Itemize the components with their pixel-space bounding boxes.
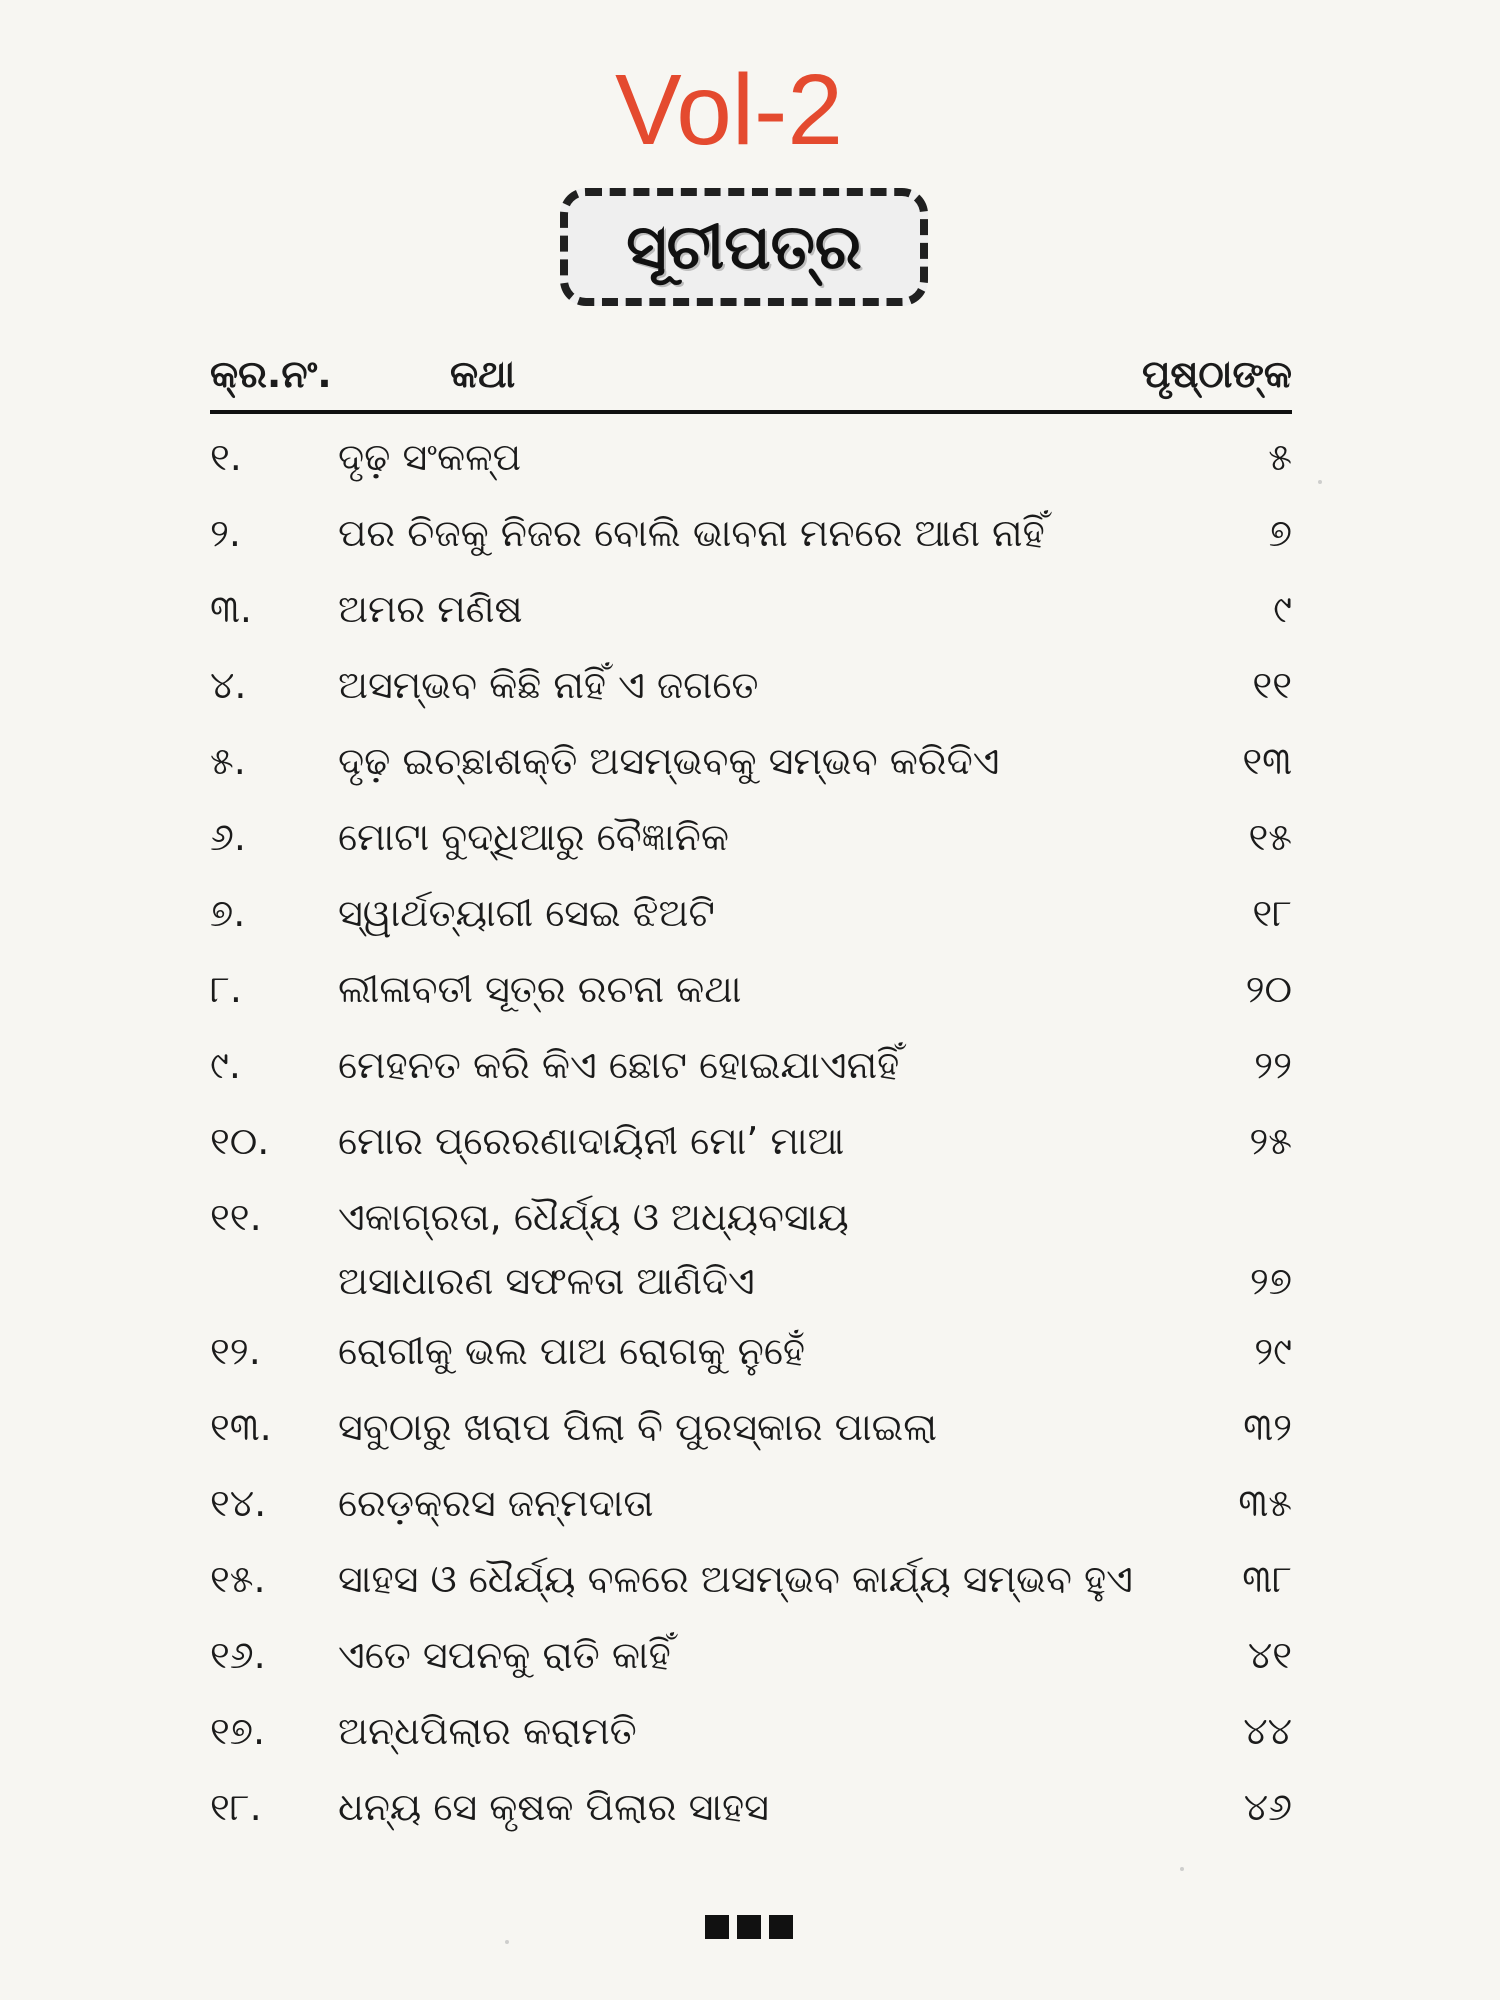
toc-number: ୩.	[210, 587, 252, 631]
toc-story-title: ରୋଗୀକୁ ଭଲ ପାଅ ରୋଗକୁ ନୁହେଁ	[338, 1329, 806, 1373]
toc-row	[210, 1706, 1292, 1782]
paper-speck	[505, 1940, 509, 1944]
toc-page-number: ୧୫	[1248, 815, 1292, 859]
toc-story-title: ସ୍ୱାର୍ଥତ୍ୟାଗୀ ସେଇ ଝିଅଟି	[338, 891, 715, 935]
toc-story-title: ଧନ୍ୟ ସେ କୃଷକ ପିଲାର ସାହସ	[338, 1785, 769, 1829]
toc-number: ୯.	[210, 1043, 241, 1087]
end-mark	[769, 1915, 793, 1939]
toc-number: ୪.	[210, 663, 247, 707]
toc-story-title-continuation: ଅସାଧାରଣ ସଫଳତା ଆଣିଦିଏ	[338, 1259, 755, 1303]
toc-row	[210, 1630, 1292, 1706]
toc-number: ୧.	[210, 435, 242, 479]
toc-story-title: ଏତେ ସପନକୁ ରାତି କାହିଁ	[338, 1633, 671, 1677]
toc-number: ୧୪.	[210, 1481, 267, 1525]
toc-story-title: ସବୁଠାରୁ ଖରାପ ପିଲା ବି ପୁରସ୍କାର ପାଇଲା	[338, 1405, 938, 1449]
volume-title: Vol-2	[615, 54, 843, 166]
toc-row	[210, 1192, 1292, 1326]
toc-number: ୧୩.	[210, 1405, 272, 1449]
toc-number: ୨.	[210, 511, 242, 555]
toc-row	[210, 964, 1292, 1040]
toc-page-number: ୨୨	[1254, 1043, 1292, 1087]
contents-banner	[560, 188, 928, 306]
toc-story-title: ଲୀଳାବତୀ ସୂତ୍ର ରଚନା କଥା	[338, 967, 742, 1011]
toc-page-number: ୧୮	[1252, 891, 1292, 935]
toc-row	[210, 1326, 1292, 1402]
toc-row	[210, 508, 1292, 584]
toc-page-number: ୪୪	[1243, 1709, 1292, 1753]
toc-story-title: ଦୃଢ଼ ଇଚ୍ଛାଶକ୍ତି ଅସମ୍ଭବକୁ ସମ୍ଭବ କରିଦିଏ	[338, 739, 1000, 783]
story-header: କଥା	[450, 352, 516, 396]
toc-page-number: ୩୫	[1238, 1481, 1292, 1525]
toc-story-title: ମୋଟା ବୁଦ୍ଧିଆରୁ ବୈଜ୍ଞାନିକ	[338, 815, 729, 859]
toc-page-number: ୨୯	[1254, 1329, 1292, 1373]
toc-story-title: ଦୃଢ଼ ସଂକଳ୍ପ	[338, 435, 522, 479]
toc-number: ୬.	[210, 815, 246, 859]
toc-story-title: ଅସମ୍ଭବ କିଛି ନାହିଁ ଏ ଜଗତେ	[338, 663, 759, 707]
toc-number: ୧୧.	[210, 1195, 262, 1239]
toc-row	[210, 660, 1292, 736]
toc-row	[210, 432, 1292, 508]
toc-page-number: ୭	[1268, 511, 1292, 555]
toc-story-title: ସାହସ ଓ ଧୈର୍ଯ୍ୟ ବଳରେ ଅସମ୍ଭବ କାର୍ଯ୍ୟ ସମ୍ଭବ ହୁଏ	[338, 1557, 1133, 1601]
toc-row	[210, 1040, 1292, 1116]
toc-row	[210, 584, 1292, 660]
toc-page-number: ୨୫	[1249, 1119, 1292, 1163]
toc-story-title: ମୋର ପ୍ରେରଣାଦାୟିନୀ ମୋ’ ମାଆ	[338, 1119, 845, 1163]
toc-row	[210, 1116, 1292, 1192]
toc-number: ୧୭.	[210, 1709, 266, 1753]
toc-row	[210, 812, 1292, 888]
toc-row	[210, 1782, 1292, 1858]
toc-story-title: ମେହନତ କରି କିଏ ଛୋଟ ହୋଇଯାଏନାହିଁ	[338, 1043, 900, 1087]
toc-page-number: ୪୧	[1247, 1633, 1292, 1677]
toc-page-number: ୨୭	[1249, 1259, 1292, 1303]
toc-number: ୧୮.	[210, 1785, 262, 1829]
toc-page-number: ୫	[1268, 435, 1292, 479]
toc-number: ୧୬.	[210, 1633, 266, 1677]
toc-page-number: ୯	[1273, 587, 1292, 631]
toc-number: ୧୨.	[210, 1329, 261, 1373]
toc-row	[210, 888, 1292, 964]
serial-number-header: କ୍ର.ନଂ.	[210, 352, 332, 396]
end-marks	[705, 1915, 793, 1939]
toc-story-title: ଏକାଗ୍ରତା, ଧୈର୍ଯ୍ୟ ଓ ଅଧ୍ୟବସାୟ	[338, 1195, 849, 1239]
toc-number: ୧୫.	[210, 1557, 266, 1601]
toc-page-number: ୩୮	[1242, 1557, 1292, 1601]
page-number-header: ପୃଷ୍ଠାଙ୍କ	[1141, 352, 1292, 396]
toc-page-number: ୨୦	[1245, 967, 1292, 1011]
toc-story-title: ଅନ୍ଧପିଲାର କରାମତି	[338, 1709, 637, 1753]
toc-row	[210, 1478, 1292, 1554]
paper-speck	[1318, 480, 1322, 484]
toc-number: ୭.	[210, 891, 246, 935]
contents-banner-label: ସୂଚୀପତ୍ର	[626, 210, 862, 283]
contents-header	[210, 352, 1292, 404]
toc-row	[210, 736, 1292, 812]
end-mark	[737, 1915, 761, 1939]
toc-page-number: ୪୬	[1243, 1785, 1292, 1829]
toc-number: ୫.	[210, 739, 246, 783]
toc-row	[210, 1402, 1292, 1478]
toc-story-title: ପର ଚିଜକୁ ନିଜର ବୋଲି ଭାବନା ମନରେ ଆଣ ନାହିଁ	[338, 511, 1045, 555]
toc-page-number: ୧୩	[1242, 739, 1292, 783]
header-underline	[210, 410, 1292, 414]
toc-page-number: ୩୨	[1243, 1405, 1292, 1449]
toc-number: ୮.	[210, 967, 242, 1011]
toc-story-title: ରେଡ଼କ୍ରସ ଜନ୍ମଦାତା	[338, 1481, 654, 1525]
toc-row	[210, 1554, 1292, 1630]
paper-speck	[1180, 1867, 1184, 1871]
toc-story-title: ଅମର ମଣିଷ	[338, 587, 523, 631]
end-mark	[705, 1915, 729, 1939]
toc-number: ୧୦.	[210, 1119, 270, 1163]
toc-page-number: ୧୧	[1252, 663, 1292, 707]
contents-list	[210, 432, 1292, 1858]
